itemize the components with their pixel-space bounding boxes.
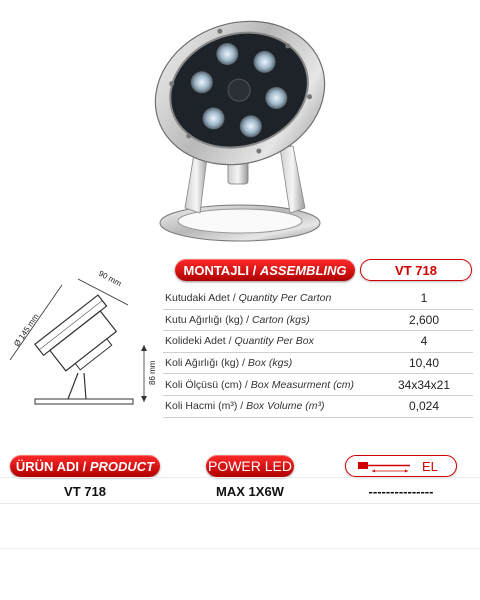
spec-row (163, 352, 473, 374)
dim-width-label: 90 mm (97, 268, 123, 289)
spec-label: Koli Hacmi (m³) / Box Volume (m³) (163, 395, 375, 417)
assembling-badge (175, 259, 355, 281)
product-value: VT 718 (64, 484, 106, 499)
cable-badge (345, 455, 457, 477)
spec-value: 0,024 (375, 395, 473, 417)
product-photo (140, 8, 360, 248)
model-badge (360, 259, 472, 281)
assembling-label-tr: MONTAJLI / (183, 262, 257, 278)
spec-row (163, 331, 473, 353)
dim-height-label: 86 mm (148, 360, 157, 385)
power-led-badge (206, 455, 294, 477)
power-led-label: POWER LED (207, 458, 292, 474)
spec-row (163, 374, 473, 396)
assembling-label-en: ASSEMBLING (259, 262, 347, 278)
spec-label: Kutudaki Adet / Quantity Per Carton (163, 288, 375, 309)
product-label-tr: ÜRÜN ADI / (15, 458, 87, 474)
cable-value: --------------- (368, 484, 434, 499)
spec-label: Kutu Ağırlığı (kg) / Carton (kgs) (163, 309, 375, 331)
dim-diameter-label: Ø 145 mm (12, 312, 41, 349)
spec-value: 1 (375, 288, 473, 309)
spec-value: 4 (375, 331, 473, 353)
spec-label: Koli Ağırlığı (kg) / Box (kgs) (163, 352, 375, 374)
power-value: MAX 1X6W (216, 484, 284, 499)
divider (0, 477, 480, 478)
divider (0, 548, 480, 549)
product-name-badge (10, 455, 160, 477)
spec-label: Kolideki Adet / Quantity Per Box (163, 331, 375, 353)
cable-label: EL (422, 458, 438, 474)
spec-value: 10,40 (375, 352, 473, 374)
spec-row (163, 395, 473, 417)
spec-label: Koli Ölçüsü (cm) / Box Measurment (cm) (163, 374, 375, 396)
product-label-en: PRODUCT (89, 458, 155, 474)
spec-value: 2,600 (375, 309, 473, 331)
spec-table (163, 288, 473, 418)
spec-value: 34x34x21 (375, 374, 473, 396)
dimension-drawing (0, 265, 160, 425)
spec-row (163, 288, 473, 309)
spec-row (163, 309, 473, 331)
divider (0, 503, 480, 504)
cable-icon (356, 458, 414, 474)
model-code: VT 718 (395, 262, 437, 278)
